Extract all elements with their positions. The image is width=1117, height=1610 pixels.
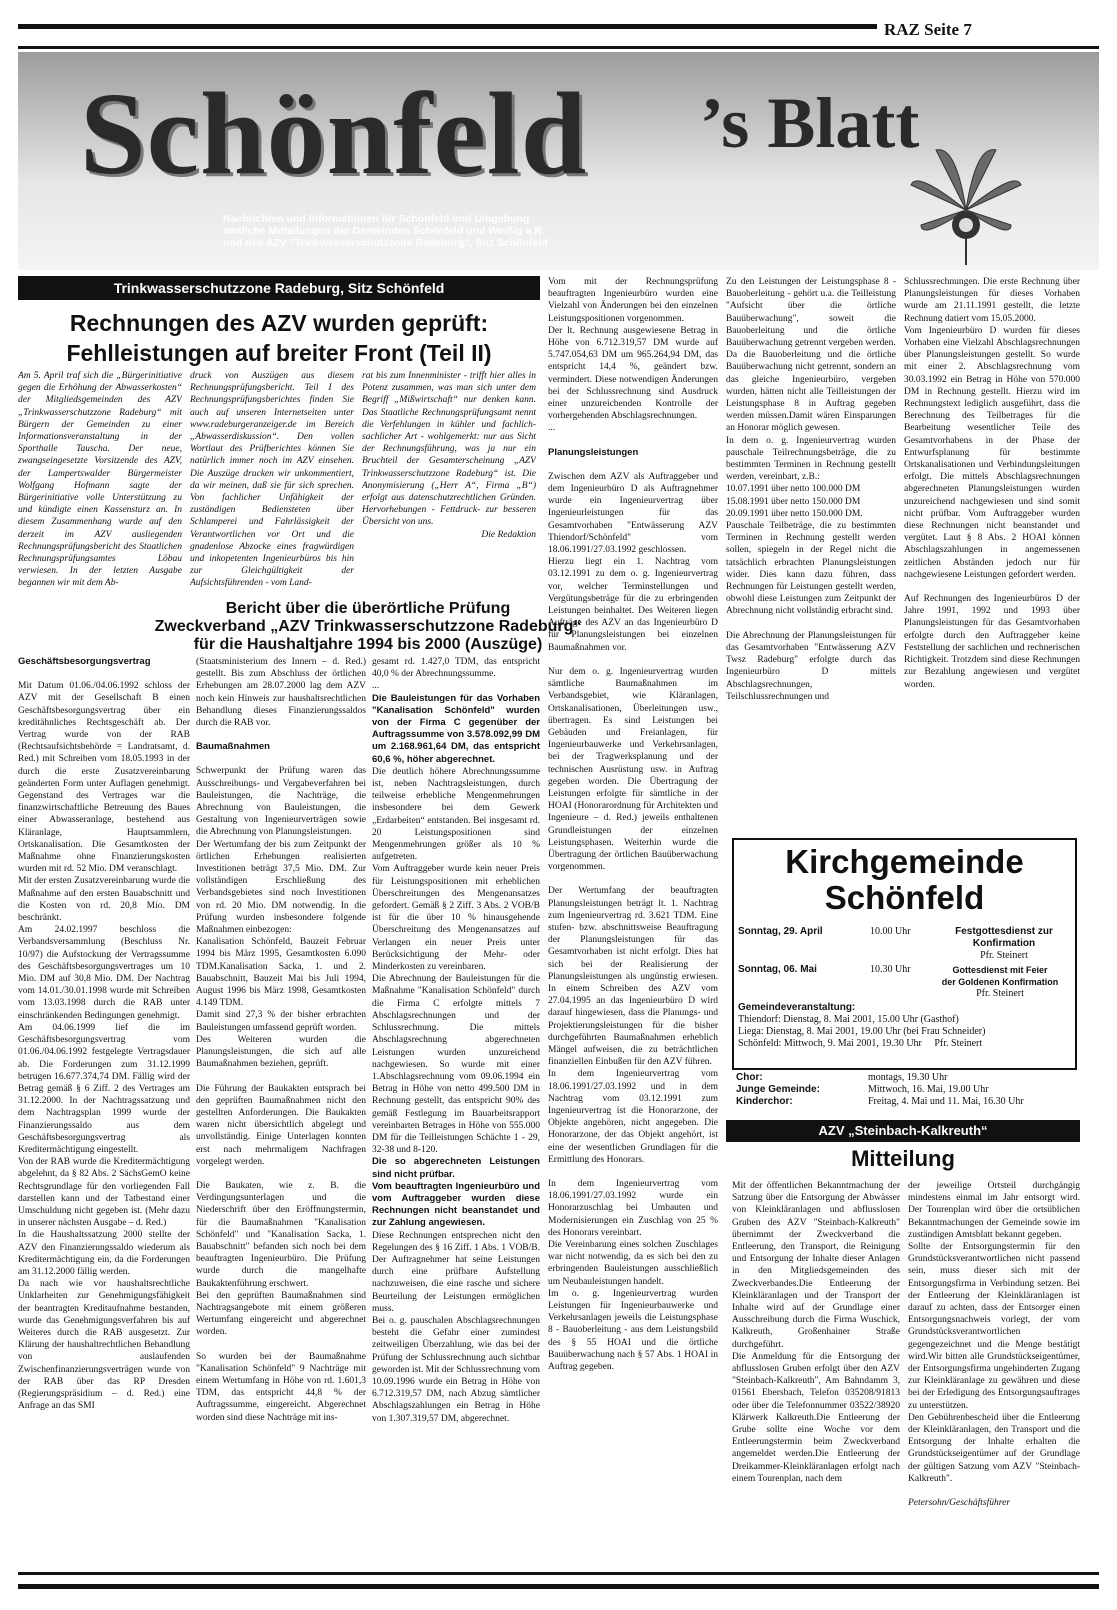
masthead: [18, 52, 1099, 270]
header-rule: [18, 46, 1099, 49]
masthead-subtitle: Nachrichten und Informationen für Schönfeld und Umgebung amtliche Mitteilungen der Gemeinden Schönfeld und Weißig a.R. und des AZV "Trinkwasserschutzzone Radeburg", Sitz Schönfeld: [223, 213, 548, 249]
choir-time: montags, 19.30 Uhr: [868, 1072, 948, 1083]
chestnut-leaf-icon: [906, 140, 1026, 270]
intro-column-2: druck von Auszügen aus diesem Rechnungsprüfungsbericht. Teil I des Rechnungsprüfungsberichtes finden Sie auch auf unseren Internetseiten unter www.radeburgeranzeiger.de im Bereich „Abwasserdiskussion“. Den vollen Wortlaut des Prüfberichtes können Sie natürlich immer noch im AZV einsehen. Die Auszüge drucken wir unkommentiert, da wir meinen, daß sie für sich sprechen. Von fachlicher Unfähigkeit der zuständigen Bediensteten über Schlamperei und Fahrlässigkeit der Verantwortlichen vor Ort und die gnadenlose Abzocke eines fragwürdigen und inkopetenten Ingenieurbüros bis hin zur Gleichgültigkeit der Aufsichtsführenden - vom Land-: [190, 371, 354, 589]
article-column-e: Zu den Leistungen der Leistungsphase 8 - Bauoberleitung - gehört u.a. die Teilleistung "Aufsicht über die örtliche Bauüberwachung", soweit die Bauoberleitung und die örtliche Bauüberwachung getrennt vergeben werden. Da die Bauoberleitung und die örtliche Bauüberwachung nicht getrennt, sondern an das gleiche Ingenieurbüro, vergeben wurden, hätten nicht alle Teilleistungen der Leistungsphase 8 in Auftrag gegeben werden müssen.Damit wären Einsparungen an Honorar möglich gewesen. In dem o. g. Ingenieurvertrag wurden pauschale Teilrechnungsbeträge, die zu bestimmten Terminen in Rechnung gestellt werden, vereinbart, z.B.: 10.07.1991 über netto 100.000 DM 15.08.1991 über netto 150.000 DM 20.09.1991 über netto 150.000 DM. Pauschale Teilbeträge, die zu bestimmten Terminen in Rechnung gestellt werden sollen, spiegeln in der Regel nicht die tatsächlich erbrachten Planungsleistungen wider. Dies kann dazu führen, dass Rechnungen für Leistungen gestellt werden, obwohl diese Leistungen zum Zeitpunkt der Abrechnung nicht vollständig erbracht sind. Die Abrechnung der Planungsleistungen für das Gesamtvorhaben "Entwässerung AZV Twsz Radeburg" erfolgte durch das Ingenieurbüro D mittels Abschlagsrechnungen, Teilschlussrechnungen und: [726, 277, 896, 702]
church-notice-box: [732, 838, 1077, 1070]
church-title-2: Schönfeld: [824, 879, 985, 916]
section-bar: Trinkwasserschutzzone Radeburg, Sitz Schönfeld: [18, 276, 540, 300]
headline: Rechnungen des AZV wurden geprüft: Fehlleistungen auf breiter Front (Teil II): [66, 310, 492, 366]
azv-column-left: Mit der öffentlichen Bekanntmachung der Satzung über die Entsorgung der Abwässer von Kleinkläranlagen und abflusslosen Gruben des AZV "Steinbach-Kalkreuth" übernimmt der Zweckverband die Entleerung, den Transport, die Reinigung und Entsorgung der Inhalte dieser Anlagen in den Mitgliedsgemeinden des Zweckverbandes.Die Entleerung der Kleinkläranlagen und der Transport der Inhalte wird auf der Grundlage einer Ausschreibung durch die Firma Wuschick, Kalkreuth, Großenhainer Straße durchgeführt. Die Anmeldung für die Entsorgung der abflusslosen Gruben erfolgt über den AZV "Steinbach-Kalkreuth", Am Bahndamm 3, 01561 Ebersbach, Telefon 035208/91813 oder über die Telefonnummer 03522/38920 Klärwerk Kalkreuth.Die Entleerung der Grube sollte eine Woche vor dem Entleerungstermin beim Zweckverband angemeldet werden.Die Entleerung der Dreikammer-Kleinkläranlagen erfolgt nach einem Tourenplan, nach dem: [732, 1181, 900, 1484]
event-3: Schönfeld: Mittwoch, 9. Mai 2001, 19.30 Uhr Pfr. Steinert: [738, 1038, 983, 1049]
intro-column-3: rat bis zum Innenminister - trifft hier alles in Potenz zusammen, was man sich unter dem Begriff „Mißwirtschaft“ nur denken kann. Das Staatliche Rechnungsprüfungsamt nennt die Verfehlungen in kühler und fachlich-sachlicher Art - wohlgemerkt: nur aus Sicht der Rechnungsführung, was ja nur ein Bruchteil der Gesamterscheinung „AZV Trinkwasserschutzzone Radeburg“ ist. Die Anonymisierung („Herr A“, Firma „B“) erfolgt aus datenschutzrechtlichen Gründen. Hervorhebungen - Fettdruck- zur besseren Übersicht von uns. Die Redaktion: [362, 371, 536, 540]
article-column-d: Vom mit der Rechnungsprüfung beauftragten Ingenieurbüro wurden eine Vielzahl von Änderungen bei den einzelnen Leistungspositionen vorgenommen. Der lt. Rechnung ausgewiesene Betrag in Höhe von 6.712.319,57 DM wurde auf 5.747.054,63 DM um 965.264,94 DM, das entspricht 14,4 %, geändert bzw. vermindert. Diese notwendigen Änderungen bei der Schlussrechnung sind Ausdruck einer unzureichenden Kontrolle der vorhergehenden Abschlagsrechnungen. ... Planungsleistungen Zwischen dem AZV als Auftraggeber und dem Ingenieurbüro D als Auftragnehmer wurde ein Ingenieurvertrag über Ingenieurleistungen für das Gesamtvorhaben "Entwässerung AZV Thiendorf/Schönfeld" vom 18.06.1991/27.03.1992 geschlossen. Hierzu liegt ein 1. Nachtrag vom 03.12.1991 zu dem o. g. Ingenieurvertrag vor, welcher Terminstellungen und Vergütungsbeträge für die zu erbringenden Leistungen beinhaltet. Des Weiteren liegen Aufträge des AZV an das Ingenieurbüro D für Planungsleistungen bei einzelnen Baumaßnahmen vor. Nur dem o. g. Ingenieurvertrag wurden sämtliche Baumaßnahmen im Verbandsgebiet, wie Kläranlagen, Ortskanalisationen, Überleitungen usw., übertragen. Es sind Leistungen bei Gebäuden und Freianlagen, für Ingenieurbauwerke und Verkehrsanlagen, bei der Tragwerksplanung und der technischen Ausrüstung usw. in Auftrag gegeben worden. Die Übertragung der Leistungen erfolgte für sämtliche in der HOAI (Honorarordnung für Architekten und Ingenieure – d. Red.) jeweils enthaltenen Grundleistungen der einzelnen Leistungsphasen. Weiterhin wurde die Übertragung der örtlichen Bauüberwachung vorgenommen. Der Wertumfang der beauftragten Planungsleistungen beträgt lt. 1. Nachtrag zum Ingenieurvertrag rd. 3.621 TDM. Eine stufen- bzw. abschnittsweise Beauftragung der Planungsleistungen für das Gesamtvorhaben ist nicht erfolgt. Dies hat sich bei der Realisierung der Planungsleistungen als ungünstig erwiesen. In einem Schreiben des AZV vom 27.04.1995 an das Ingenieurbüro D wird darauf hingewiesen, dass die Planungs- und Projektierungsleistungen für die bisher durchgeführten Baumaßnahmen erheblich Mängel aufweisen, die zu beträchtlichen finanziellen Einbußen für den AZV führen. In dem Ingenieurvertrag vom 18.06.1991/27.03.1992 und in dem Nachtrag vom 03.12.1991 zum Ingenieurvertrag ist die Honorarzone, der Objekte angehören, nicht angegeben. Die Honorarzone, der das Objekt angehört, ist eine der wesentlichen Grundlagen für die Ermittlung des Honorars. In dem Ingenieurvertrag vom 18.06.1991/27.03.1992 wurde ein Honorarzuschlag bei Umbauten und Modernisierungen ein Zuschlag von 25 % des Honorars vereinbart. Die Vereinbarung eines solchen Zuschlages war nicht notwendig, da es sich bei den zu erbringenden Bauleistungen ausschließlich um Neubauleistungen handelt. Im o. g. Ingenieurvertrag wurden Leistungen für Ingenieurbauwerke und Verkehrsanlagen jeweils die Leistungsphase 8 - Bauoberleitung - aus dem Leistungsbild des § 55 HOAI und die örtliche Bauüberwachung nach § 57 Abs. 1 HOAI in Auftrag gegeben.: [548, 277, 718, 1373]
azv-column-right: der jeweilige Ortsteil durchgängig mindestens einmal im Jahr entsorgt wird. Der Tourenplan wird über die ortsüblichen Bekanntmachungen der Gemeinde sowie im zuständigen Amtsblatt bekannt gegeben. Sollte der Entsorgungstermin für den Grundstücksverantwortlichen nicht passend sein, muss dieser sich mit der Entsorgungsfirma in Verbindung setzen. Bei der Entleerung der Kleinkläranlagen ist darauf zu achten, dass der Entsorger einen Entsorgungsnachweis vorlegt, der vom Grundstücksverantwortlichen gegengezeichnet und die Menge bestätigt wird.Wir bitten alle Grundstückseigentümer, der Entsorgungsfirma ungehinderten Zugang zur Kleinkläranlage zu gewähren und diese bei der Erledigung des Entsorgungsauftrages zu unterstützen. Den Gebührenbescheid über die Entleerung der Kleinkläranlagen, den Transport und die Entsorgung der Inhalte erhalten die Grundstückseigentümer auf der Grundlage der gültigen Satzung vom AZV "Steinbach-Kalkreuth". Petersohn/Geschäftsführer: [908, 1181, 1080, 1509]
article-column-c: gesamt rd. 1.427,0 TDM, das entspricht 40,0 % der Abrechnungssumme. ... Die Bauleistungen für das Vorhaben "Kanalisation Schönfeld" wurden von der Firma C gegenüber der Auftragssumme von 3.578.092,99 DM um 2.168.961,64 DM, das entspricht 60,6 %, höher abgerechnet. Die deutlich höhere Abrechnungssumme ist, neben Nachtragsleistungen, durch teilweise erhebliche Mengenmehrungen insbesondere bei dem Gewerk „Erdarbeiten“ entstanden. Bei insgesamt rd. 20 Leistungspositionen sind Mengenmehrungen größer als 10 % aufgetreten. Vom Auftraggeber wurde kein neuer Preis für Leistungspositionen mit erheblichen Überschreitungen des Mengenansatzes gefordert. Gemäß § 2 Ziff. 3 Abs. 2 VOB/B ist für die über 10 % hinausgehende Überschreitung des Mengenansatzes auf Verlangen ein neuer Preis unter Berücksichtigung der Mehr- oder Minderkosten zu vereinbaren. Die Abrechnung der Bauleistungen für die Maßnahme "Kanalisation Schönfeld" durch die Firma C erfolgte mittels 7 Abschlagsrechnungen und der Schlussrechnung. Die mittels Abschlagsrechnung abgerechneten Leistungen wurden unzureichend nachgewiesen. So wurde mit einer 1.Abschlagsrechnung vom 09.06.1994 ein Betrag in Höhe von netto 499.500 DM in Rechnung gestellt, das entspricht 90% des gemäß Festlegung im Bauarbeitsrapport vereinbarten Betrages in Höhe von 555.000 DM für die Teilleistungen Schächte 1 - 29, 32-38 und 8-120. Die so abgerechneten Leistungen sind nicht prüfbar. Vom beauftragten Ingenieurbüro und vom Auftraggeber wurden diese Rechnungen nicht beanstandet und zur Zahlung angewiesen. Diese Rechnungen entsprechen nicht den Regelungen des § 16 Ziff. 1 Abs. 1 VOB/B. Der Auftragnehmer hat seine Leistungen durch eine prüfbare Aufstellung nachzuweisen, die eine rasche und sichere Beurteilung der Leistungen ermöglichen muss. Bei o. g. pauschalen Abschlagsrechnungen besteht die Gefahr einer zumindest zeitweiligen Überzahlung, wie das bei der Prüfung der Schlussrechnung auch sichtbar geworden ist. Mit der Schlussrechnung vom 10.09.1996 wurde ein Betrag in Höhe von 6.712.319,57 DM, nach Abzug sämtlicher Abschlagszahlungen ein Betrag in Höhe von 1.307.319,57 DM, abgerechnet.: [372, 657, 540, 1424]
bottom-rule-2: [18, 1584, 1099, 1589]
article-column-f: Schlussrechnungen. Die erste Rechnung über Planungsleistungen für dieses Vorhaben wurde am 21.11.1991 gestellt, die letzte Rechnung datiert vom 15.05.2000. Vom Ingenieurbüro D wurden für dieses Vorhaben eine Vielzahl Abschlagsrechnungen über Planungsleistungen gestellt. So wurde mit einer 2. Abschlagsrechnung vom 30.03.1992 ein Betrag in Höhe von 570.000 DM in Rechnung gestellt. Hierzu wird im Rechnungstext lediglich ausgeführt, dass die Berechnung des Teilbetrages für die Bearbeitung wesentlicher Teile des Gesamtvorhabens in der Phase der Entwurfsplanung für bestimmte Ortskanalisationen und Verbindungsleitungen erfolgt. Die mittels Abschlagsrechnungen abgerechneten Planungsleistungen wurden unzureichend nachgewiesen und sind somit nicht prüfbar. Vom Auftraggeber wurden diese Rechnungen nicht beanstandet und vergütet. Laut § 8 Abs. 2 HOAI können Abschlagszahlungen in angemessenen zeitlichen Abständen jedoch nur für nachgewiesene Leistungen gefordert werden. Auf Rechnungen des Ingenieurbüros D der Jahre 1991, 1992 und 1993 über Planungsleistungen für das Gesamtvorhaben erfolgte durch den Auftraggeber keine Feststellung der sachlichen und rechnerischen Richtigkeit. Trotzdem sind diese Rechnungen zur Bezahlung angewiesen und vergütet worden.: [904, 277, 1080, 690]
youth-time: Mittwoch, 16. Mai, 19.00 Uhr: [868, 1084, 989, 1095]
event-1: Thiendorf: Dienstag, 8. Mai 2001, 15.00 Uhr (Gasthof): [738, 1014, 959, 1025]
church-title: Kirchgemeinde: [785, 843, 1024, 880]
events-heading: Gemeindeveranstaltung:: [738, 1002, 856, 1013]
azv-bar: AZV „Steinbach-Kalkreuth“: [726, 1120, 1080, 1142]
service-event-2: Gottesdienst mit Feier der Goldenen Konfirmation Pfr. Steinert: [941, 965, 1059, 999]
article-column-b: (Staatsministerium des Innern – d. Red.) gestellt. Bis zum Abschluss der örtlichen Erhebungen am 28.07.2000 lag dem AZV noch kein Hinweis zur haushaltsrechtlichen Behandlung dieses Finanzierungssaldos durch die RAB vor. Baumaßnahmen Schwerpunkt der Prüfung waren das Ausschreibungs- und Vergabeverfahren bei Bauleistungen, die Nachträge, die Abrechnung von Bauleistungen, die Gestaltung von Ingenieurverträgen sowie die Abrechnung von Planungsleistungen. Der Wertumfang der bis zum Zeitpunkt der örtlichen Erhebungen realisierten Investitionen beträgt 37,5 Mio. DM. Zur vollständigen Erschließung des Verbandsgebietes sind noch Investitionen von rd. 20 Mio. DM notwendig. In die Prüfung wurden insbesondere folgende Maßnahmen einbezogen: Kanalisation Schönfeld, Bauzeit Februar 1994 bis März 1995, Gesamtkosten 6.090 TDM.Kanalisation Sacka, 1. und 2. Bauabschnitt, Bauzeit Mai bis Juli 1994, August 1996 bis März 1998, Gesamtkosten 4.149 TDM. Damit sind 27,3 % der bisher erbrachten Bauleistungen umfassend geprüft worden. Des Weiteren wurden die Planungsleistungen, die sich auf alle Baumaßnahmen beziehen, geprüft. Die Führung der Baukakten entsprach bei den geprüften Baumaßnahmen nicht den gestellten Anforderungen. Die Baukakten waren nicht übersichtlich abgelegt und unvollständig. Einige Unterlagen konnten erst nach mehrmaligem Nachfragen vorgelegt werden. Die Baukaten, wie z. B. die Verdingungsunterlagen und die Niederschrift über den Eröffnungstermin, für die Baumaßnahmen "Kanalisation Schönfeld" und "Kanalisation Sacka, 1. Bauabschnitt" befanden sich noch bei dem beauftragten Ingenieurbüro. Die Prüfung wurde durch die mangelhafte Baukaktenführung erschwert. Bei den geprüften Baumaßnahmen sind Nachtragsangebote mit einem größeren Wertumfang eingereicht und abgerechnet worden. So wurden bei der Baumaßnahme "Kanalisation Schönfeld" 9 Nachträge mit einem Wertumfang in Höhe von rd. 1.601,3 TDM, das entspricht 44,8 % der Auftragssumme, eingereicht. Abgerechnet worden sind diese Nachträge mit ins-: [196, 657, 366, 1423]
intro-column-1: Am 5. April traf sich die „Bürgerinitiative gegen die Erhöhung der Abwasserkosten“ der Mitgliedsgemeinden des AZV „Trinkwasserschutzzone Radeburg“ mit Bürgern der Gemeinden zu einer Informationsveranstaltung in der Sporthalle Tauscha. Der neue, zwangseingesetzte Vorsitzende des AZV, der Lampertswalder Bürgermeister Wolfgang Hofmann sagte der Bürgerinitiative volle Unterstützung zu und kündigte einen Kassensturz an. In diesem Zusammenhang wurde auf den derzeit im AZV ausliegenden Rechnungsprüfungsbericht des Staatlichen Rechnungsprüfungsamtes Löbau verwiesen. In der letzten Ausgabe begannen wir mit dem Ab-: [18, 371, 182, 589]
service-date-2: Sonntag, 06. Mai: [738, 964, 817, 975]
kids-choir-time: Freitag, 4. Mai und 11. Mai, 16.30 Uhr: [868, 1096, 1024, 1107]
page-label: RAZ Seite 7: [884, 20, 972, 39]
top-rule: [18, 24, 877, 29]
masthead-title-suffix: ’s Blatt: [700, 83, 920, 163]
service-time-1: 10.00 Uhr: [870, 926, 911, 937]
article-column-a: Geschäftsbesorgungsvertrag Mit Datum 01.06./04.06.1992 schloss der AZV mit der Gesellschaft B einen Geschäftsbesorgungsvertrag über ein kreditähnliches Rechtsgeschäft ab. Der Vertrag wurde von der RAB (Rechtsaufsichtsbehörde = Landratsamt, d. Red.) mit Schreiben vom 18.05.1993 in der durch die erste Zusatzvereinbarung geänderten Form unter Auflagen genehmigt. Gegenstand des Vertrages war die finanzwirtschaftliche Betreuung des Baues einer Abwasseranlage, bestehend aus Kläranlage, Hauptsammlern, Ortskanalisation. Die Gesamtkosten der Maßnahme ohne Finanzierungskosten wurden mit rd. 52 Mio. DM veranschlagt. Mit der ersten Zusatzvereinbarung wurde die Maßnahme auf den ersten Bauabschnitt und die Kosten von rd. 20,8 Mio. DM beschränkt. Am 24.02.1997 beschloss die Verbandsversammlung (Beschluss Nr. 10/97) die Aufstockung der Vertragssumme des Geschäftsbesorgungsvertrages um 10 Mio. DM auf 30,8 Mio. DM. Der Nachtrag vom 14.01./30.01.1998 wurde mit Schreiben vom 13.03.1998 durch die RAB unter einschränkenden Bedingungen genehmigt. Am 04.06.1999 lief die im Geschäftsbesorgungsvertrag vom 01.06./04.06.1992 festgelegte Vertragsdauer ab. Die Forderungen zum 31.12.1999 betrugen 16.677.374,74 DM. Fällig wird der Betrag gemäß § 6 Ziff. 2 des Vertrages am 31.12.2000. In der Nachtragssatzung und dem Nachtragsplan 1999 wurde der Finanzierungssaldo aus dem Geschäftsbesorgungsvertrag als Kreditermächtigung eingestellt. Von der RAB wurde die Kreditermächtigung abgelehnt, da § 82 Abs. 2 SächsGemO keine Rechtsgrundlage für den vorliegenden Fall darstellen kann und der Tatbestand einer Umschuldung nicht gegeben ist. (Mehr dazu in unserer nächsten Ausgabe – d. Red.) In die Haushaltssatzung 2000 stellte der AZV den Finanzierungssaldo wiederum als Kreditermächtigung ein, da die Forderungen am 31.12.2000 fällig werden. Da nach wie vor haushaltsrechtliche Unklarheiten zur Genehmigungsfähigkeit der beantragten Kreditaufnahme bestanden, wurde das Genehmigungsverfahren bis auf Weiteres durch die RAB ausgesetzt. Zur Klärung der haushaltrechtlichen Behandlung von auslaufenden Zwischenfinanzierungsverträgen wurde von der RAB über das RP Dresden (Regierungspräsidium – d. Red.) eine Anfrage an das SMI: [18, 656, 190, 1412]
bottom-rule: [18, 1572, 1099, 1575]
service-date-1: Sonntag, 29. April: [738, 926, 823, 937]
service-event-1: Festgottesdienst zur Konfirmation Pfr. Steinert: [955, 926, 1053, 961]
report-heading: Bericht über die überörtliche Prüfung Zweckverband „AZV Trinkwasserschutzzone Radeburg“ für die Haushaltjahre 1994 bis 2000 (Auszüge): [154, 600, 582, 653]
event-2: Liega: Dienstag, 8. Mai 2001, 19.00 Uhr (bei Frau Schneider): [738, 1026, 986, 1037]
choir-label: Chor:: [736, 1072, 763, 1083]
service-time-2: 10.30 Uhr: [870, 964, 911, 975]
kids-choir-label: Kinderchor:: [736, 1096, 793, 1107]
masthead-title: Schönfeld: [80, 68, 588, 199]
azv-title: Mitteilung: [851, 1146, 955, 1171]
youth-label: Junge Gemeinde:: [736, 1084, 820, 1095]
